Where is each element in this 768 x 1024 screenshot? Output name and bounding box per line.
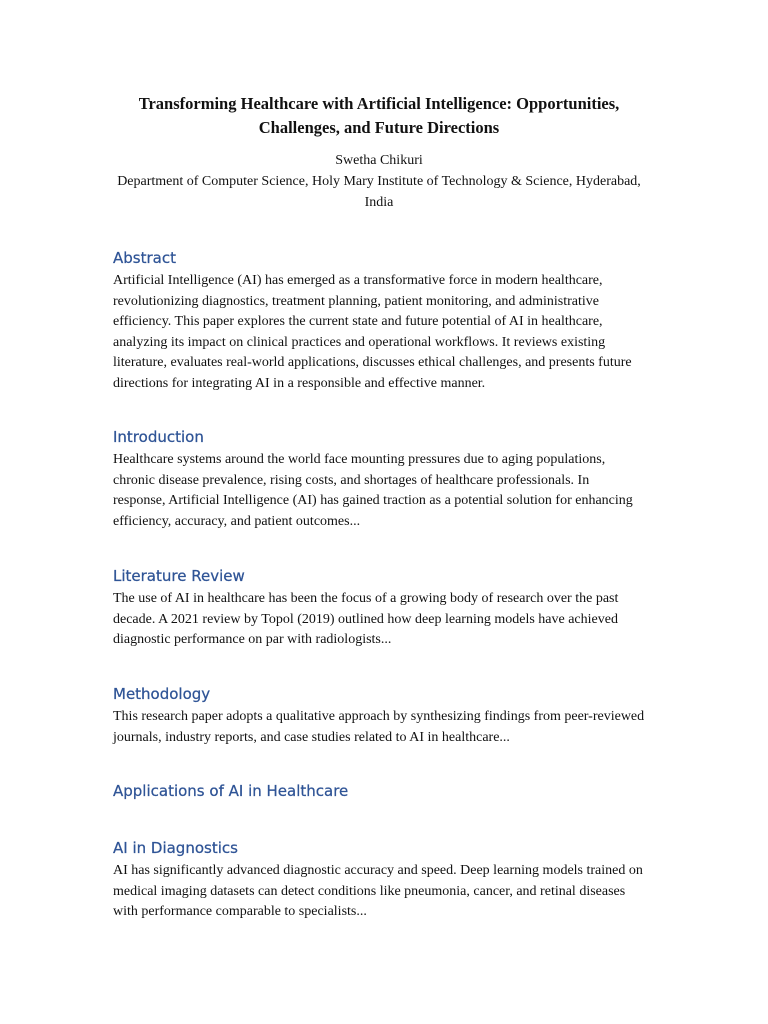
diagnostics-heading: AI in Diagnostics xyxy=(113,839,238,857)
diagnostics-body: AI has significantly advanced diagnostic accuracy and speed. Deep learning models trained on medical imaging datasets can detect conditions like pneumonia, cancer, and retinal diseases with performance comparable to specialists... xyxy=(113,863,643,920)
section-abstract xyxy=(113,247,645,395)
author-affiliation: Department of Computer Science, Holy Mary Institute of Technology & Science, Hyderabad, India xyxy=(117,174,641,210)
applications-heading: Applications of AI in Healthcare xyxy=(113,782,349,800)
section-methodology xyxy=(113,683,645,748)
introduction-heading: Introduction xyxy=(113,428,204,446)
section-applications xyxy=(113,780,645,802)
section-ai-in-diagnostics xyxy=(113,837,645,923)
methodology-heading: Methodology xyxy=(113,685,211,703)
section-literature-review xyxy=(113,565,645,651)
author-name: Swetha Chikuri xyxy=(335,153,423,168)
paper-title: Transforming Healthcare with Artificial Intelligence: Opportunities, Challenges, and Future Directions xyxy=(138,94,620,137)
methodology-body: This research paper adopts a qualitative approach by synthesizing findings from peer-reviewed journals, industry reports, and case studies related to AI in healthcare... xyxy=(113,709,645,745)
abstract-heading: Abstract xyxy=(113,249,176,267)
literature-review-body: The use of AI in healthcare has been the focus of a growing body of research over the past decade. A 2021 review by Topol (2019) outlined how deep learning models have achieved diagnostic performance on par with radiologists... xyxy=(113,591,619,648)
byline xyxy=(113,150,645,213)
paper-page xyxy=(113,92,645,920)
literature-review-heading: Literature Review xyxy=(113,567,245,585)
abstract-body: Artificial Intelligence (AI) has emerged as a transformative force in modern healthcare, revolutionizing diagnostics, treatment planning, patient monitoring, and administrative efficiency. This paper explores the current state and future potential of AI in healthcare, analyzing its impact on clinical practices and operational workflows. It reviews existing literature, evaluates real-world applications, discusses ethical challenges, and presents future directions for integrating AI in a responsible and effective manner. xyxy=(113,273,632,391)
section-introduction xyxy=(113,426,645,532)
introduction-body: Healthcare systems around the world face mounting pressures due to aging populations, chronic disease prevalence, rising costs, and shortages of healthcare professionals. In response, Artificial Intelligence (AI) has gained traction as a potential solution for enhancing efficiency, accuracy, and patient outcomes... xyxy=(113,452,633,529)
